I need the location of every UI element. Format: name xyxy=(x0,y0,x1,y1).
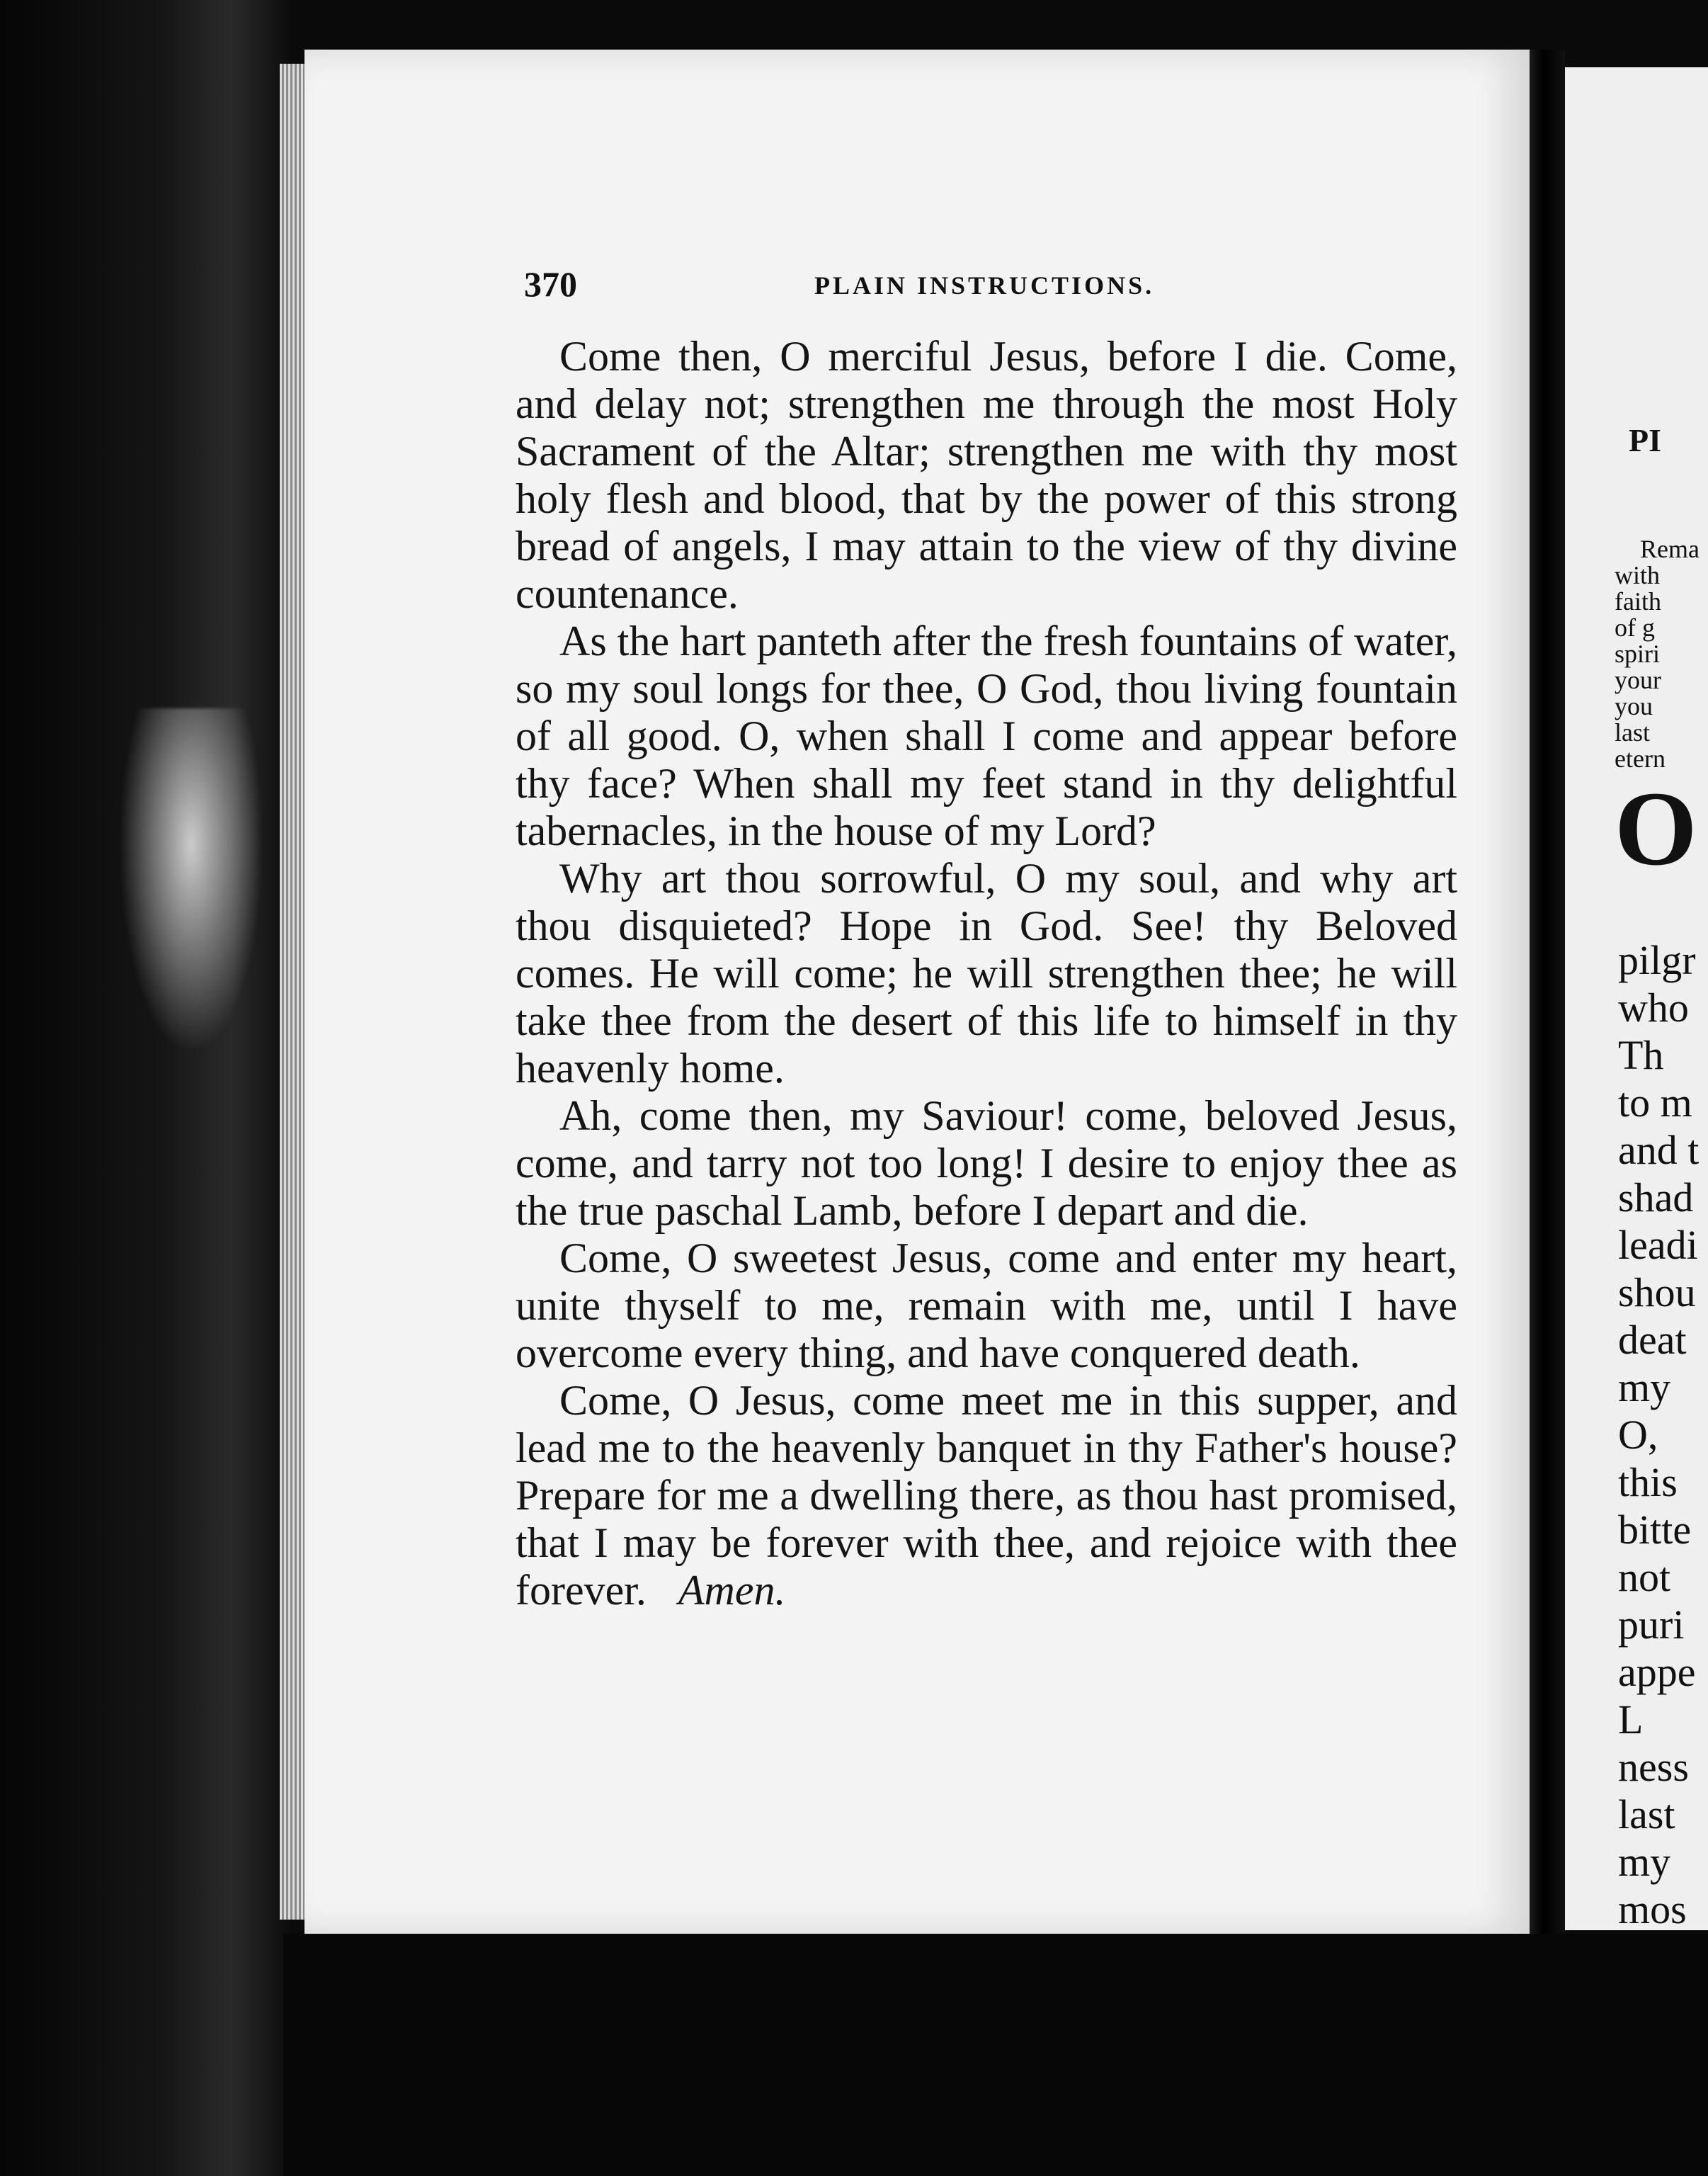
fragment-line: shad xyxy=(1618,1174,1694,1220)
fragment-line: leadi xyxy=(1618,1222,1698,1268)
paragraph-text: Come then, O merciful Jesus, before I die. Come, and delay not; strengthen me through the most Holy Sacrament of the Altar; strengthen me with thy most holy flesh and blood, that by the power of this strong bread of angels, I may attain to the view of thy divine countenance. xyxy=(516,333,1457,617)
fragment-line: my xyxy=(1618,1364,1671,1410)
fragment-line: bitte xyxy=(1618,1507,1692,1553)
book-page-right-fragment xyxy=(1565,67,1708,1930)
fragment-line: to m xyxy=(1618,1080,1692,1126)
paragraph-text: Why art thou sorrowful, O my soul, and why art thou disquieted? Hope in God. See! thy Beloved comes. He will come; he will strengthen thee; he will take thee from the desert of this life to himself in thy heavenly home. xyxy=(516,855,1457,1092)
next-page-small-text xyxy=(1615,510,1700,798)
fragment-line: this xyxy=(1618,1459,1678,1505)
fragment-line: of g xyxy=(1615,613,1655,642)
next-page-heading: PI xyxy=(1629,422,1661,458)
fragment-line: Rema xyxy=(1640,535,1700,563)
running-title: PLAIN INSTRUCTIONS. xyxy=(814,271,1155,300)
page-number: 370 xyxy=(524,264,577,304)
paragraph-text: As the hart panteth after the fresh fountains of water, so my soul longs for thee, O God, thou living fountain of all good. O, when shall I come and appear before thy face? When shall my feet stand in thy delightful tabernacles, in the house of my Lord? xyxy=(516,618,1457,854)
paragraph xyxy=(516,855,1457,1092)
fragment-line: pilgr xyxy=(1618,937,1696,983)
scanner-shadow-left xyxy=(0,0,290,2176)
fragment-line: my xyxy=(1618,1839,1671,1885)
fragment-line: shou xyxy=(1618,1269,1696,1315)
fragment-line: and t xyxy=(1618,1127,1700,1173)
paragraph xyxy=(516,1377,1457,1614)
fragment-line: spiri xyxy=(1615,640,1661,668)
scanner-shadow-bottom xyxy=(283,1934,1708,2176)
fragment-line: ness xyxy=(1618,1744,1689,1790)
fragment-line: deat xyxy=(1618,1317,1687,1363)
fragment-line: appe xyxy=(1618,1649,1696,1695)
prayer-text xyxy=(516,333,1457,1614)
paragraph xyxy=(516,1235,1457,1377)
fragment-line: last xyxy=(1615,718,1650,747)
fragment-line: with xyxy=(1615,561,1661,589)
fragment-line: not xyxy=(1618,1554,1671,1600)
fragment-line: faith xyxy=(1615,587,1661,616)
fragment-line: puri xyxy=(1618,1602,1685,1648)
paragraph-text: Come, O sweetest Jesus, come and enter my heart, unite thyself to me, remain with me, until I have overcome every thing, and have conquered death. xyxy=(516,1235,1457,1376)
page-edges xyxy=(280,64,307,1920)
closing-amen: Amen. xyxy=(678,1567,786,1614)
fragment-line: mos xyxy=(1618,1886,1687,1932)
fragment-line: L xyxy=(1618,1696,1644,1742)
book-gutter xyxy=(1530,50,1565,1934)
paragraph xyxy=(516,1092,1457,1235)
next-page-body-text xyxy=(1618,889,1699,2075)
fragment-line: who xyxy=(1618,985,1689,1031)
paper-stain xyxy=(120,708,262,1048)
fragment-line: etern xyxy=(1615,744,1666,773)
running-header xyxy=(524,264,1466,306)
next-page-dropcap: O xyxy=(1615,770,1697,888)
paragraph xyxy=(516,333,1457,618)
fragment-line: you xyxy=(1615,692,1653,720)
paragraph-text: Ah, come then, my Saviour! come, beloved Jesus, come, and tarry not too long! I desire to enjoy thee as the true paschal Lamb, before I depart and die. xyxy=(516,1092,1457,1234)
fragment-line: last xyxy=(1618,1791,1675,1837)
paragraph xyxy=(516,618,1457,855)
fragment-line: your xyxy=(1615,666,1661,694)
fragment-line: O, xyxy=(1618,1412,1658,1458)
fragment-line: Th xyxy=(1618,1032,1664,1078)
paragraph-text: Come, O Jesus, come meet me in this supper, and lead me to the heavenly banquet in thy Father's house? Prepare for me a dwelling there, as thou hast promised, that I may be forever with thee, and rejoice with thee forever. xyxy=(516,1377,1457,1614)
